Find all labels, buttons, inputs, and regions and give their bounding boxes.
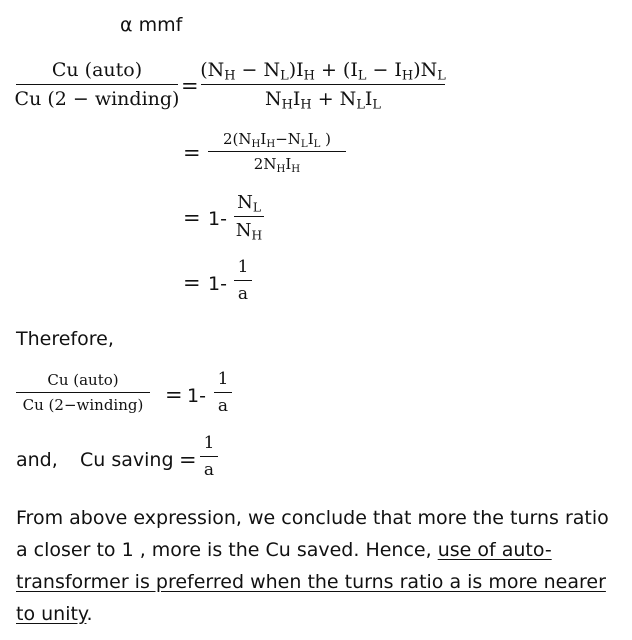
alpha-mmf-label: α mmf [120, 14, 183, 36]
eq3-prefix: 1- [208, 208, 227, 230]
eq3-equals-sign: = [183, 206, 201, 230]
eq2-fraction [208, 130, 346, 175]
eq4-prefix: 1- [208, 273, 227, 295]
eq4-fraction-bar [234, 280, 252, 281]
conclusion-text: From above expression, we conclude that more the turns ratio a closer to 1 , more is the Cu saved. Hence, [16, 507, 609, 561]
conclusion-underlined-text: use of auto-transformer is preferred when the turns ratio a is more nearer to unity [16, 539, 606, 625]
eq1-rhs-denominator: $N_HI_H + N_LI_L$ [265, 87, 381, 113]
eq4-numerator: 1 [237, 257, 249, 277]
eq4-denominator: a [237, 283, 249, 304]
eq2-fraction-bar [208, 151, 346, 152]
eq1-lhs-numerator: Cu (auto) [51, 59, 143, 81]
eq2-equals-sign: = [183, 141, 201, 165]
and-label: and, [16, 449, 58, 471]
eq1-equals-sign: = [181, 74, 199, 98]
eq6-numerator: 1 [203, 433, 215, 453]
eq6-fraction-bar [200, 456, 218, 457]
eq1-rhs-fraction [200, 59, 446, 113]
eq5-denominator: a [217, 395, 229, 416]
eq1-rhs-fraction-bar [201, 84, 445, 85]
eq1-lhs-fraction [16, 60, 178, 110]
eq1-lhs-fraction-bar [16, 84, 178, 85]
eq5-equals-sign: = [165, 383, 183, 407]
eq3-denominator: $N_H$ [235, 219, 263, 243]
eq2-denominator: $2N_HI_H$ [253, 154, 301, 175]
eq5-fraction-bar [214, 392, 232, 393]
eq3-numerator: $N_L$ [237, 192, 261, 215]
eq6-equals-sign: = [179, 448, 197, 472]
eq5-numerator: 1 [217, 369, 229, 389]
conclusion-paragraph [16, 502, 622, 630]
cu-saving-label: Cu saving [80, 449, 174, 471]
eq5-fraction [214, 370, 232, 415]
eq6-fraction [200, 434, 218, 479]
eq5-lhs-fraction-bar [16, 392, 150, 393]
therefore-label: Therefore, [16, 328, 114, 350]
eq6-denominator: a [203, 459, 215, 480]
eq4-fraction [234, 258, 252, 303]
eq5-lhs-denominator: Cu (2−winding) [22, 395, 144, 414]
eq2-numerator: $2(N_HI_H-N_LI_L$ ) [222, 130, 332, 150]
eq5-prefix: 1- [187, 385, 206, 407]
eq3-fraction-bar [234, 216, 264, 217]
eq3-fraction [234, 193, 264, 241]
eq4-equals-sign: = [183, 271, 201, 295]
eq1-lhs-denominator: Cu (2 − winding) [14, 87, 180, 110]
eq5-lhs-numerator: Cu (auto) [47, 371, 119, 389]
eq5-lhs-fraction [16, 372, 150, 413]
eq1-rhs-numerator: $(N_H - N_L)I_H + (I_L - I_H)N_L$ [200, 59, 446, 84]
conclusion-period: . [86, 603, 93, 625]
